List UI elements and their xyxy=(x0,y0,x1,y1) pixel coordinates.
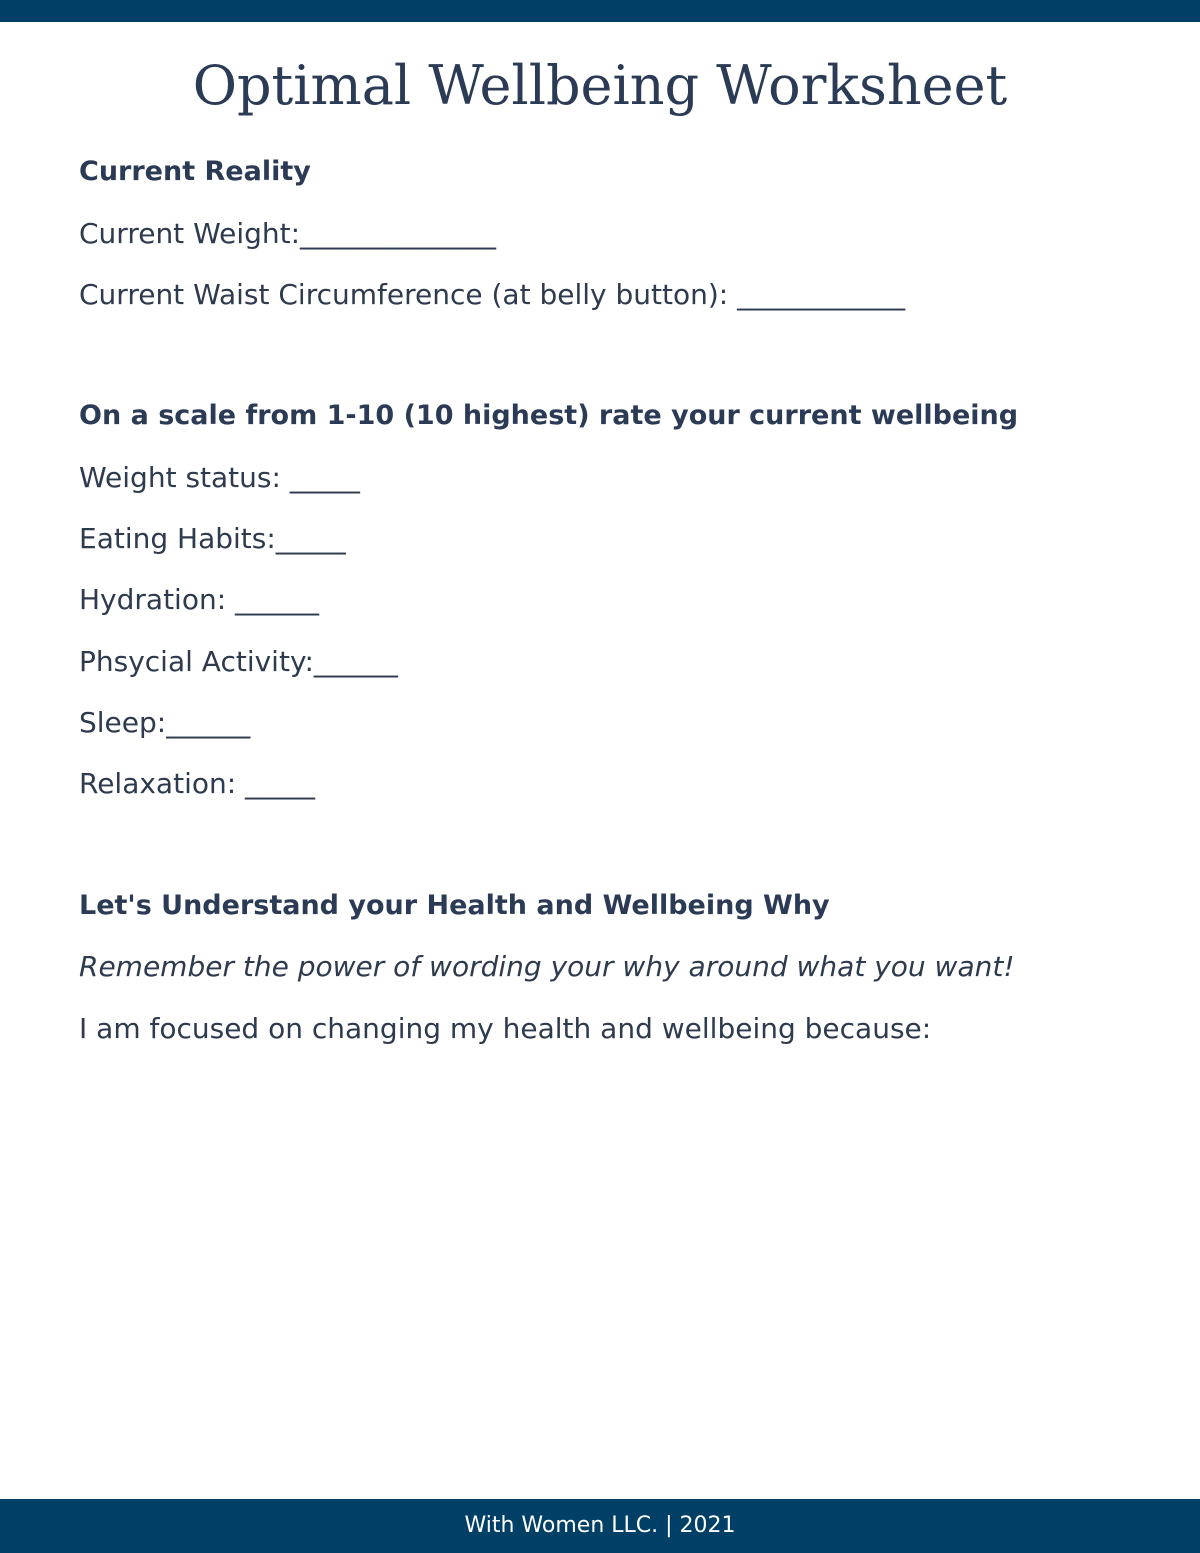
rating-item-relaxation: Relaxation: _____ xyxy=(79,767,316,800)
current-weight-field: Current Weight:______________ xyxy=(79,217,497,250)
rating-item-weight-status: Weight status: _____ xyxy=(79,461,360,494)
top-accent-bar xyxy=(0,0,1200,22)
rating-item-physical-activity: Phsycial Activity:______ xyxy=(79,645,398,678)
rating-item-hydration: Hydration: ______ xyxy=(79,583,320,616)
page-title: Optimal Wellbeing Worksheet xyxy=(192,54,1008,117)
why-prompt: I am focused on changing my health and wellbeing because: xyxy=(79,1012,932,1045)
footer-bar xyxy=(0,1499,1200,1553)
footer-text: With Women LLC. | 2021 xyxy=(464,1513,736,1538)
why-reminder: Remember the power of wording your why around what you want! xyxy=(79,950,1015,983)
section-heading-current-reality: Current Reality xyxy=(79,156,311,187)
section-heading-why: Let's Understand your Health and Wellbeing Why xyxy=(79,890,830,921)
waist-circumference-field: Current Waist Circumference (at belly button): ____________ xyxy=(79,278,906,311)
section-heading-rating: On a scale from 1-10 (10 highest) rate your current wellbeing xyxy=(79,400,1019,431)
rating-item-eating-habits: Eating Habits:_____ xyxy=(79,522,346,555)
rating-item-sleep: Sleep:______ xyxy=(79,706,251,739)
